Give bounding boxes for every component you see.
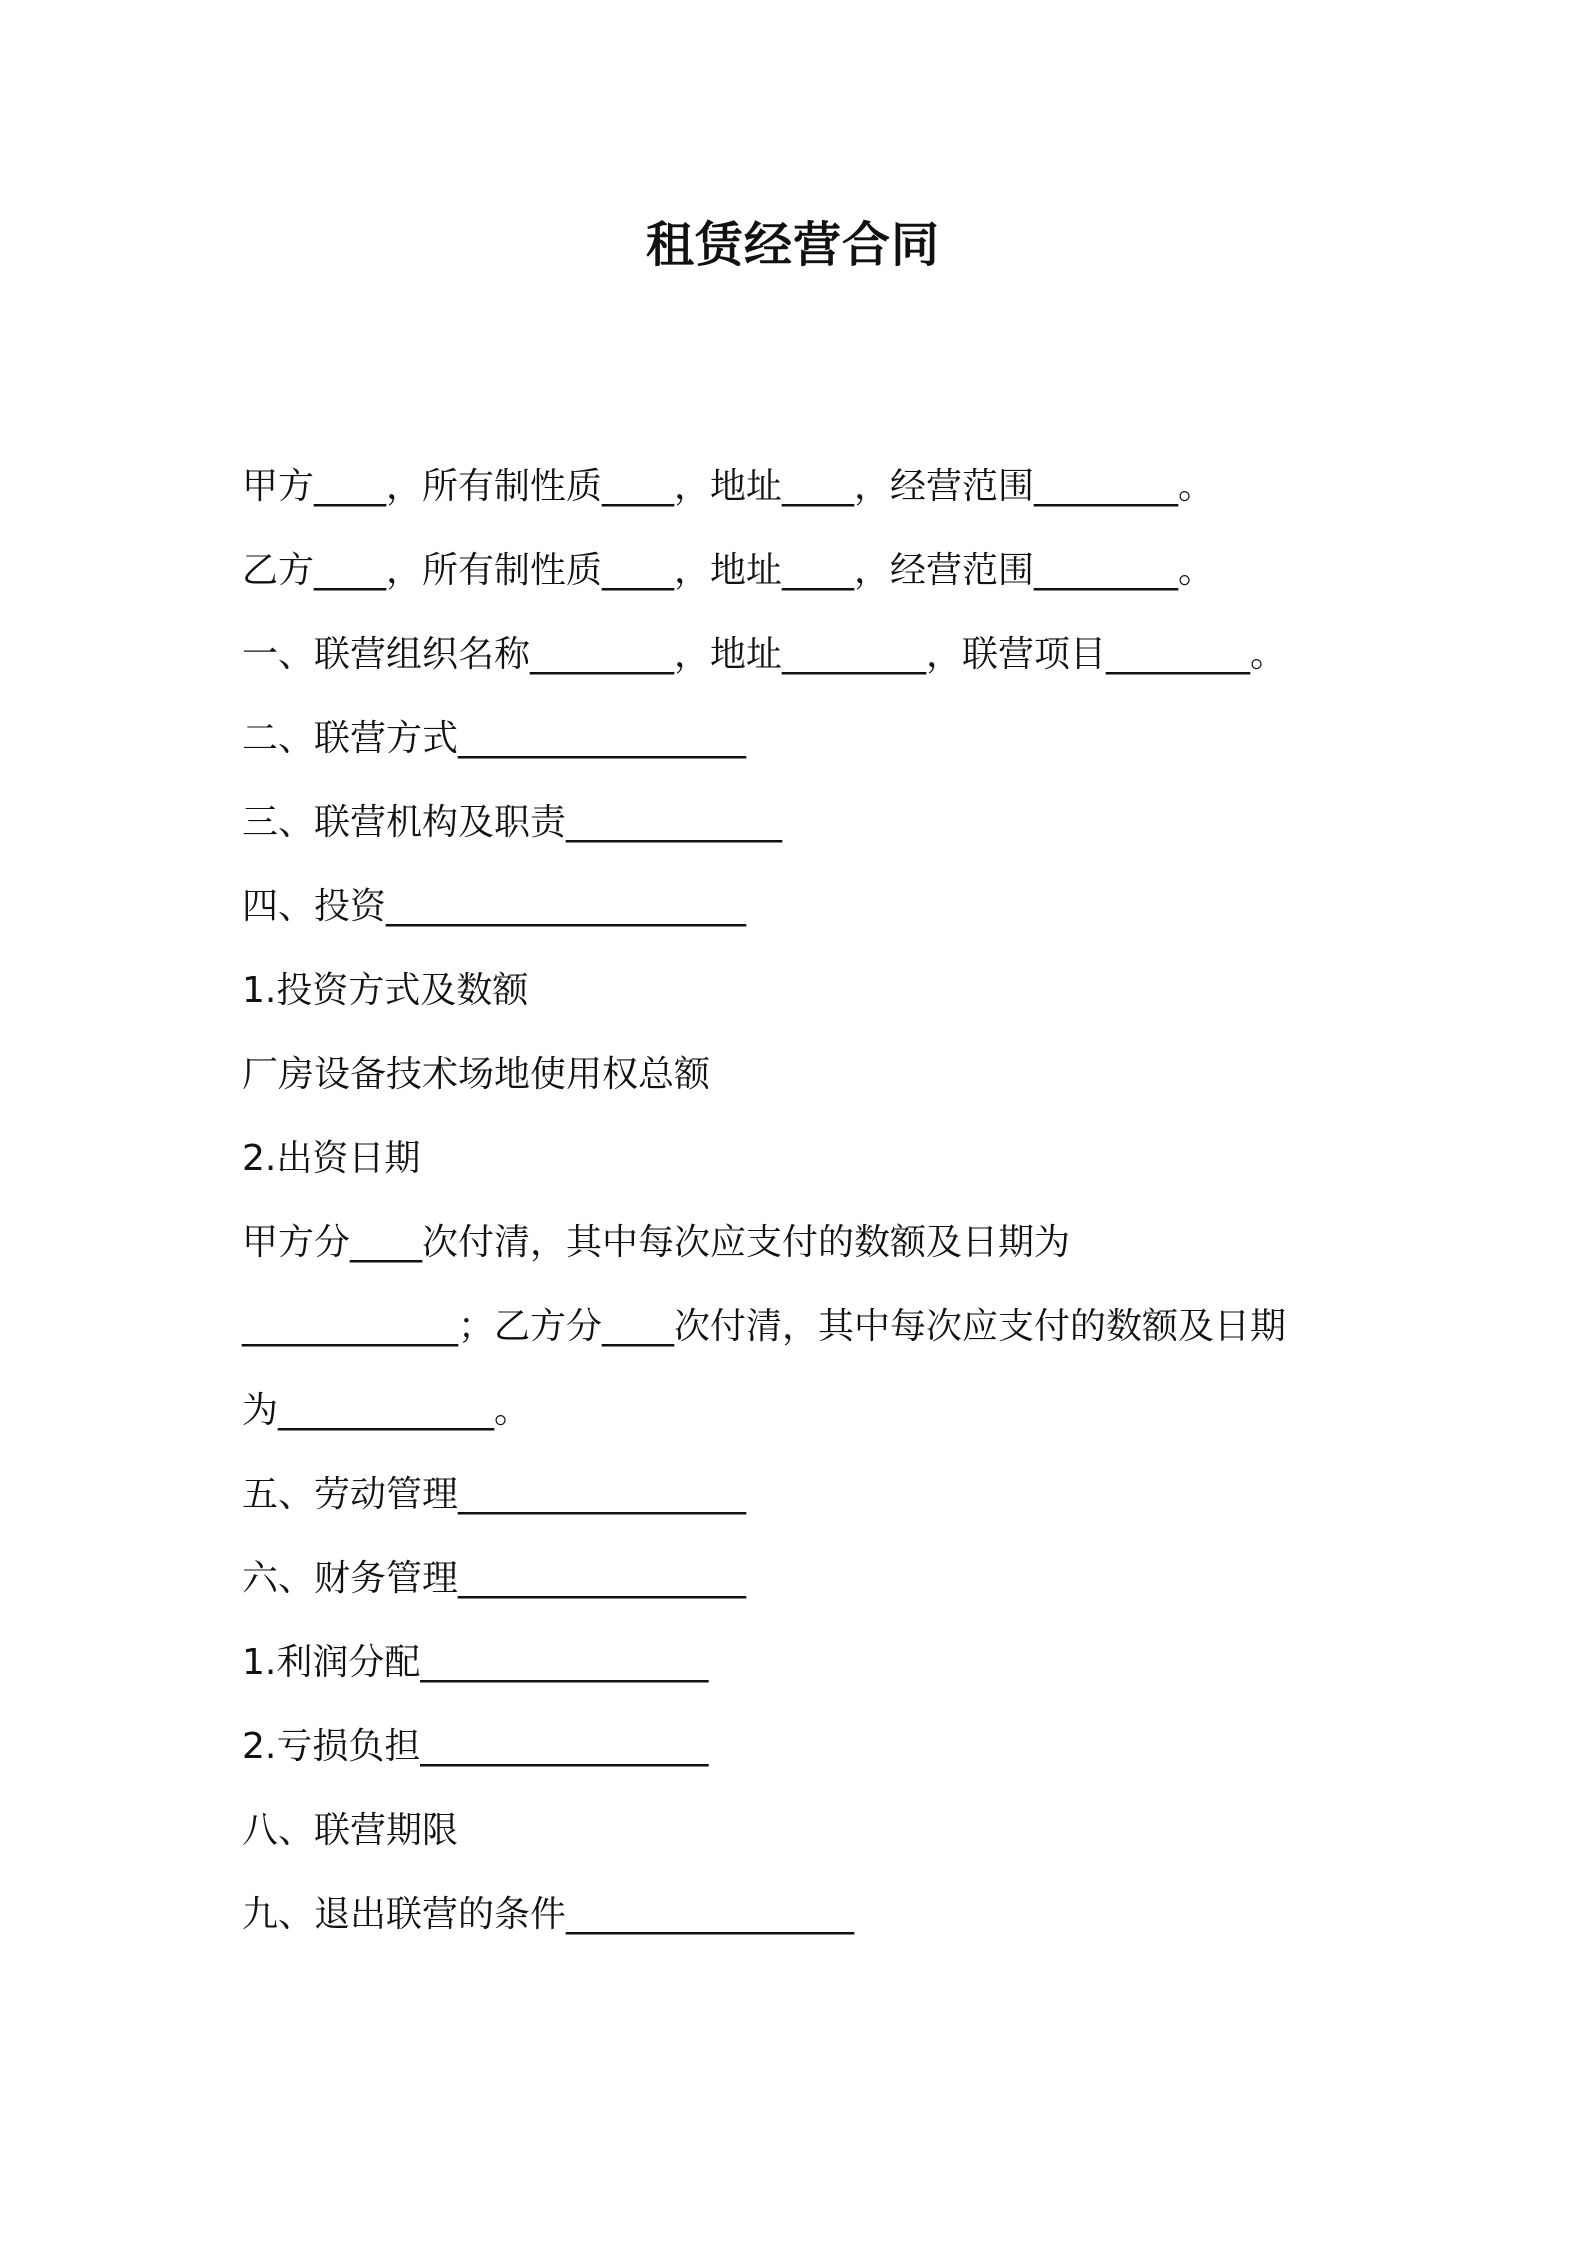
party-b-payment-line: ____________；乙方分____次付清，其中每次应支付的数额及日期 [242, 1306, 1287, 1347]
investment-assets-line: 厂房设备技术场地使用权总额 [242, 1054, 711, 1095]
clause-6-financial-management: 六、财务管理________________ [242, 1558, 747, 1599]
clause-8-term: 八、联营期限 [242, 1810, 459, 1851]
clause-9-withdrawal-conditions: 九、退出联营的条件________________ [242, 1894, 855, 1935]
party-b-line: 乙方____，所有制性质____，地址____，经营范围________。 [242, 550, 1215, 591]
payment-date-line: 为____________。 [242, 1390, 531, 1431]
investment-method-heading: 1.投资方式及数额 [242, 970, 529, 1011]
profit-distribution-line: 1.利润分配________________ [242, 1642, 709, 1683]
clause-2-joint-method: 二、联营方式________________ [242, 718, 747, 759]
clause-1-joint-organization: 一、联营组织名称________，地址________，联营项目________。 [242, 634, 1287, 675]
clause-3-organization-duties: 三、联营机构及职责____________ [242, 802, 783, 843]
contract-body [242, 445, 1362, 1957]
clause-4-investment: 四、投资____________________ [242, 886, 747, 927]
loss-sharing-line: 2.亏损负担________________ [242, 1726, 709, 1767]
clause-5-labor-management: 五、劳动管理________________ [242, 1474, 747, 1515]
party-a-payment-line: 甲方分____次付清，其中每次应支付的数额及日期为 [242, 1222, 1071, 1263]
contribution-date-heading: 2.出资日期 [242, 1138, 421, 1179]
document-title: 租赁经营合同 [645, 217, 940, 273]
party-a-line: 甲方____，所有制性质____，地址____，经营范围________。 [242, 466, 1215, 507]
